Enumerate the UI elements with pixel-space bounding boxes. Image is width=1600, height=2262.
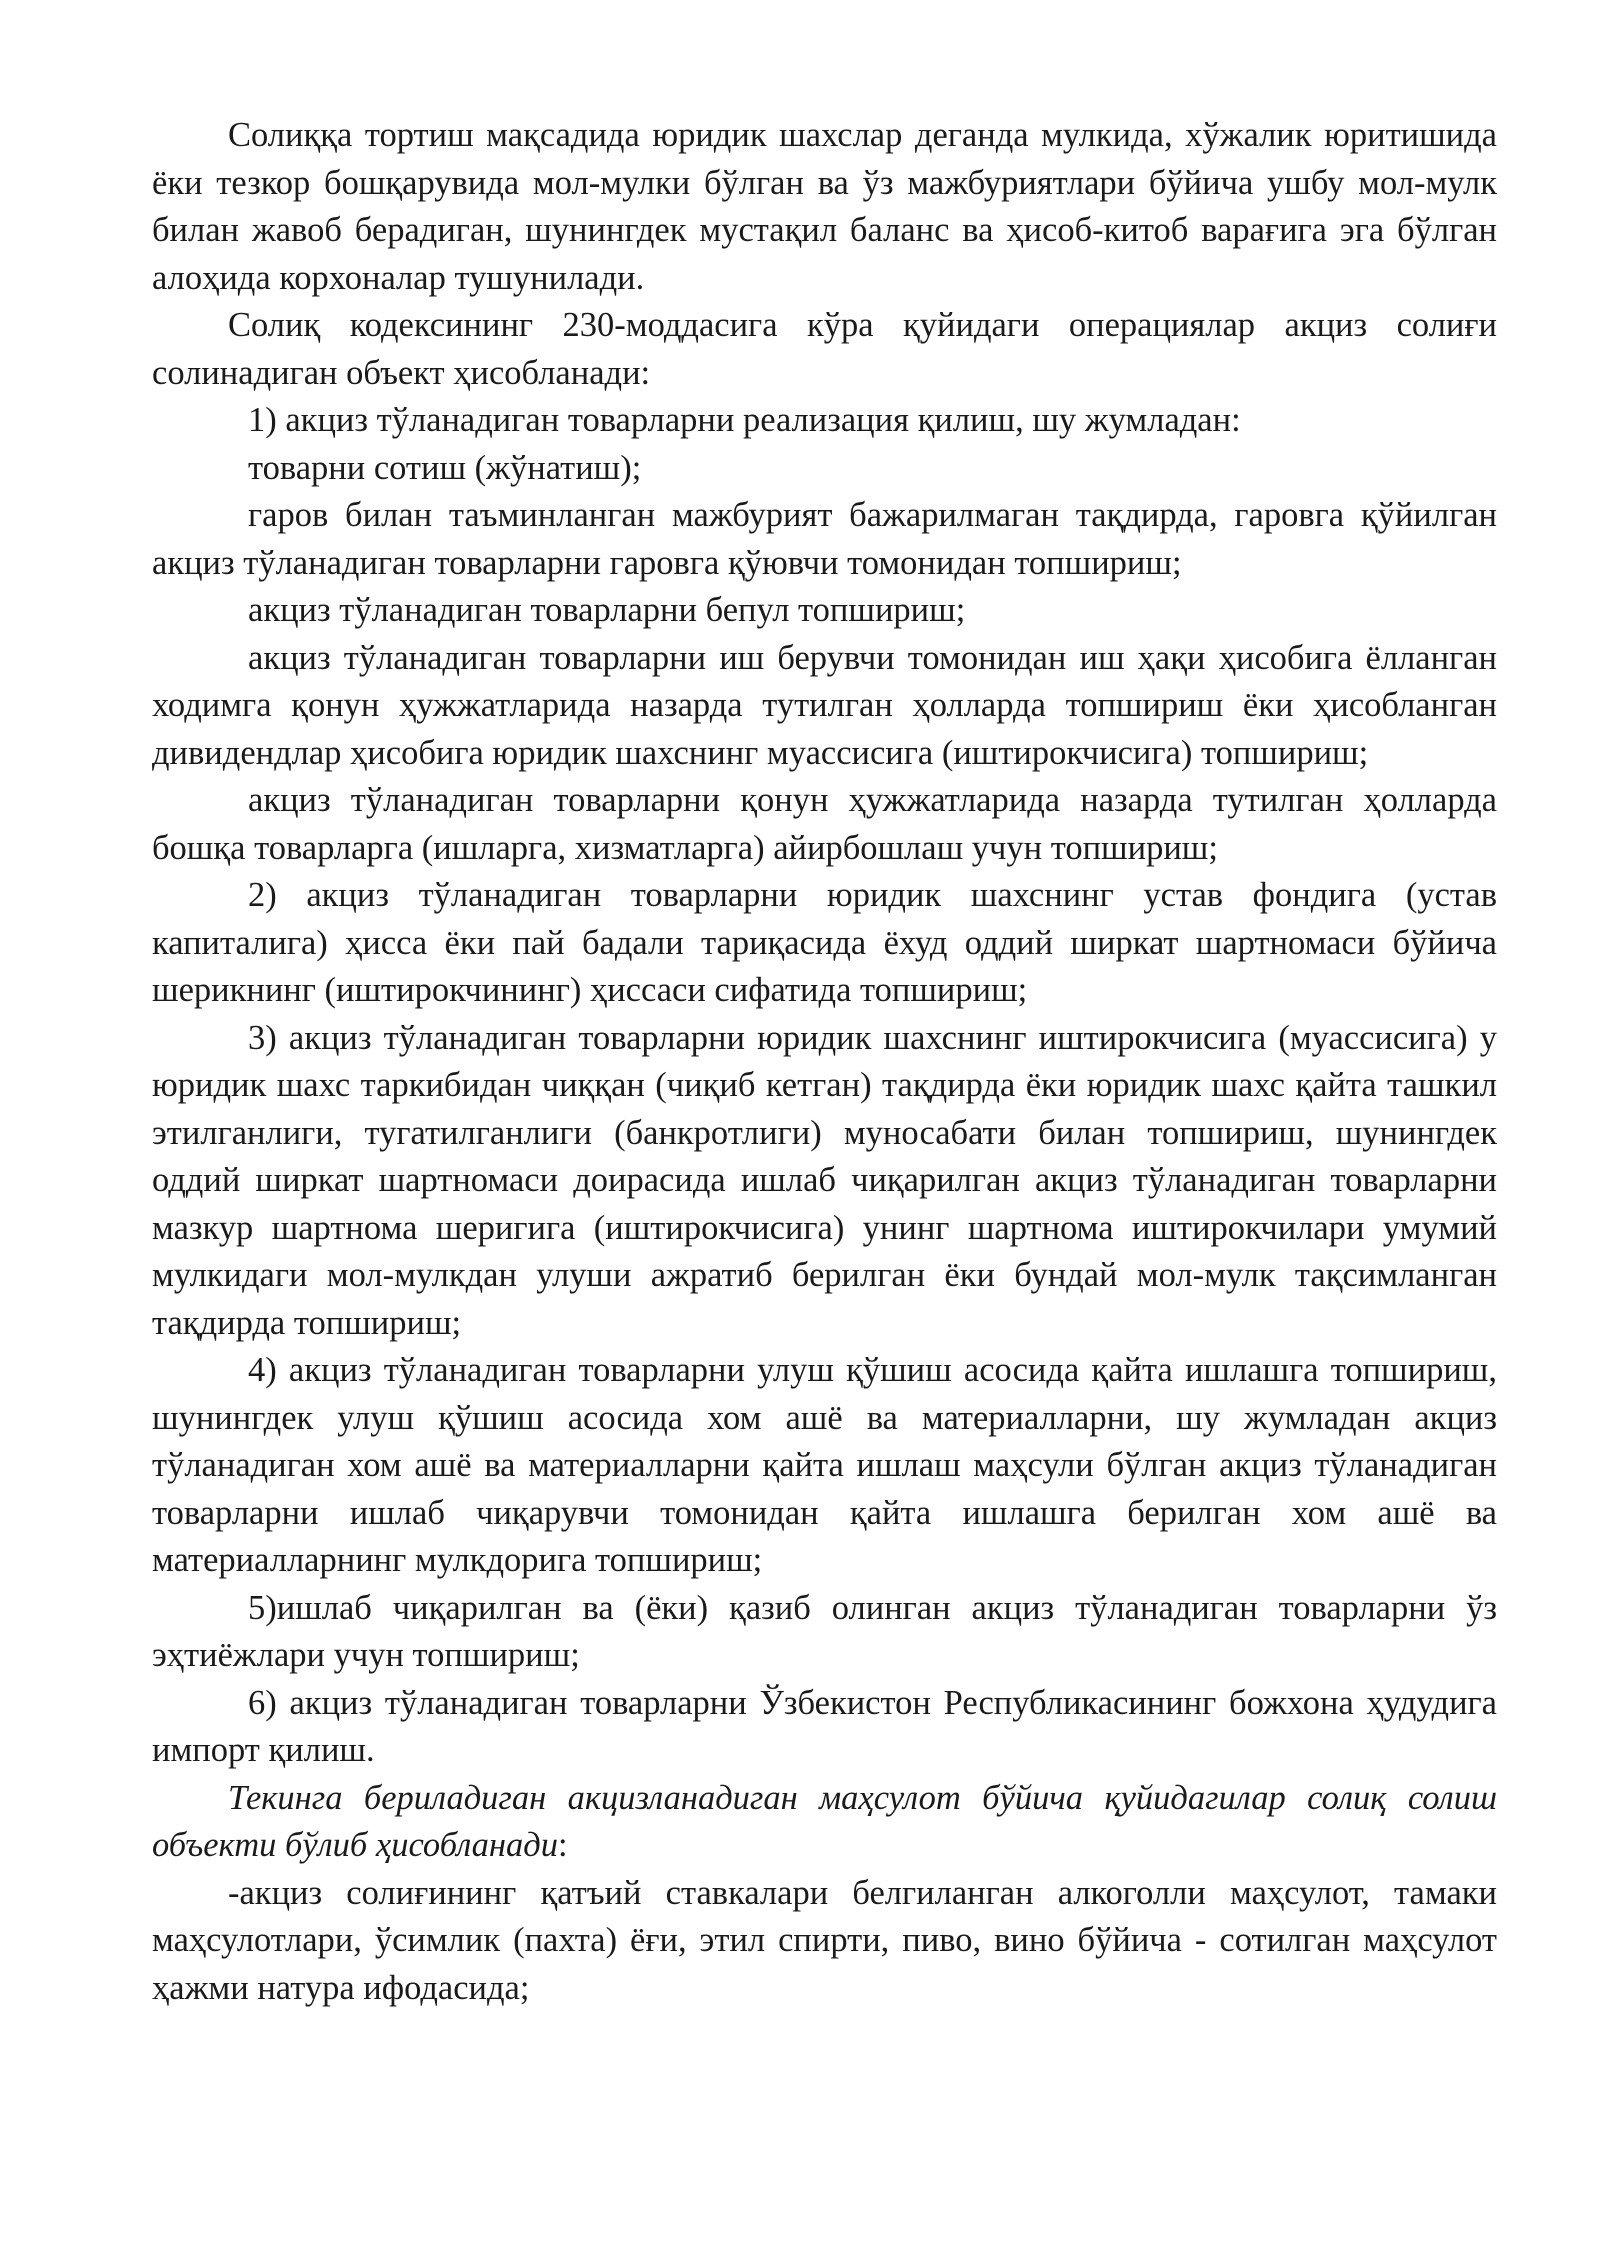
paragraph-item-6: 6) акциз тўланадиган товарларни Ўзбекистон Республикасининг божхона ҳудудига импорт қилиш. — [152, 1683, 1497, 1769]
paragraph-item-3: 3) акциз тўланадиган товарларни юридик шахснинг иштирокчисига (муассисига) у юридик шахс таркибидан чиққан (чиқиб кетган) тақдирда ёки юридик шахс қайта ташкил этилганлиги, тугатилганлиги (банкротлиги) муносабати билан топшириш, шунингдек оддий ширкат шартномаси доирасида ишлаб чиқарилган акциз тўланадиган товарларни мазкур шартнома шеригига (иштирокчисига) унинг шартнома иштирокчилари умумий мулкидаги мол-мулкдан улуши ажратиб берилган ёки бундай мол-мулк тақсимланган тақдирда топшириш; — [152, 1018, 1497, 1342]
paragraph-item-1-exchange: акциз тўланадиган товарларни қонун ҳужжатларида назарда тутилган ҳолларда бошқа товарларга (ишларга, хизматларга) айирбошлаш учун топшириш; — [152, 781, 1497, 867]
paragraph-italic-heading — [152, 1775, 1497, 1870]
paragraph-legal-entities-definition: Солиққа тортиш мақсадида юридик шахслар деганда мулкида, хўжалик юритишида ёки тезкор бошқарувида мол-мулки бўлган ва ўз мажбуриятлари бўйича ушбу мол-мулк билан жавоб берадиган, шунингдек мустақил баланс ва ҳисоб-китоб варағига эга бўлган алоҳида корхоналар тушунилади. — [152, 116, 1497, 297]
paragraph-article-230-intro: Солиқ кодексининг 230-моддасига кўра қуйидаги операциялар акциз солиғи солинадиган объект ҳисобланади: — [152, 306, 1497, 392]
italic-paragraph-tail: : — [558, 1826, 568, 1864]
paragraph-item-1-pledge: гаров билан таъминланган мажбурият бажарилмаган тақдирда, гаровга қўйилган акциз тўланадиган товарларни гаровга қўювчи томонидан топшириш; — [152, 496, 1497, 582]
paragraph-item-1-wages: акциз тўланадиган товарларни иш берувчи томонидан иш ҳақи ҳисобига ёлланган ходимга қонун ҳужжатларида назарда тутилган ҳолларда топшириш ёки ҳисобланган дивидендлар ҳисобига юридик шахснинг муассисига (иштирокчисига) топшириш; — [152, 638, 1497, 772]
paragraph-item-1: 1) акциз тўланадиган товарларни реализация қилиш, шу жумладан: — [248, 401, 1241, 439]
paragraph-item-5: 5)ишлаб чиқарилган ва (ёки) қазиб олинган акциз тўланадиган товарларни ўз эҳтиёжлари учун топшириш; — [152, 1588, 1497, 1674]
paragraph-fixed-rate-goods: -акциз солиғининг қатъий ставкалари белгиланган алкоголли маҳсулот, тамаки маҳсулотлари, ўсимлик (пахта) ёғи, этил спирти, пиво, вино бўйича - сотилган маҳсулот ҳажми натура ифодасида; — [152, 1873, 1497, 2007]
document-page — [152, 112, 1497, 2012]
paragraph-item-1-sale: товарни сотиш (жўнатиш); — [248, 448, 642, 487]
italic-emphasis: Текинга бериладиган акцизланадиган маҳсулот бўйича қуйидагилар солиқ солиш объекти бўлиб ҳисобланади — [152, 1778, 1497, 1864]
paragraph-item-1-free-transfer: акциз тўланадиган товарларни бепул топшириш; — [248, 591, 966, 629]
paragraph-item-4: 4) акциз тўланадиган товарларни улуш қўшиш асосида қайта ишлашга топшириш, шунингдек улуш қўшиш асосида хом ашё ва материалларни, шу жумладан акциз тўланадиган хом ашё ва материалларни қайта ишлаш маҳсули бўлган акциз тўланадиган товарларни ишлаб чиқарувчи томонидан қайта ишлашга берилган хом ашё ва материалларнинг мулкдорига топшириш; — [152, 1351, 1497, 1579]
paragraph-item-2: 2) акциз тўланадиган товарларни юридик шахснинг устав фондига (устав капиталига) ҳисса ёки пай бадали тариқасида ёхуд оддий ширкат шартномаси бўйича шерикнинг (иштирокчининг) ҳиссаси сифатида топшириш; — [152, 876, 1497, 1009]
